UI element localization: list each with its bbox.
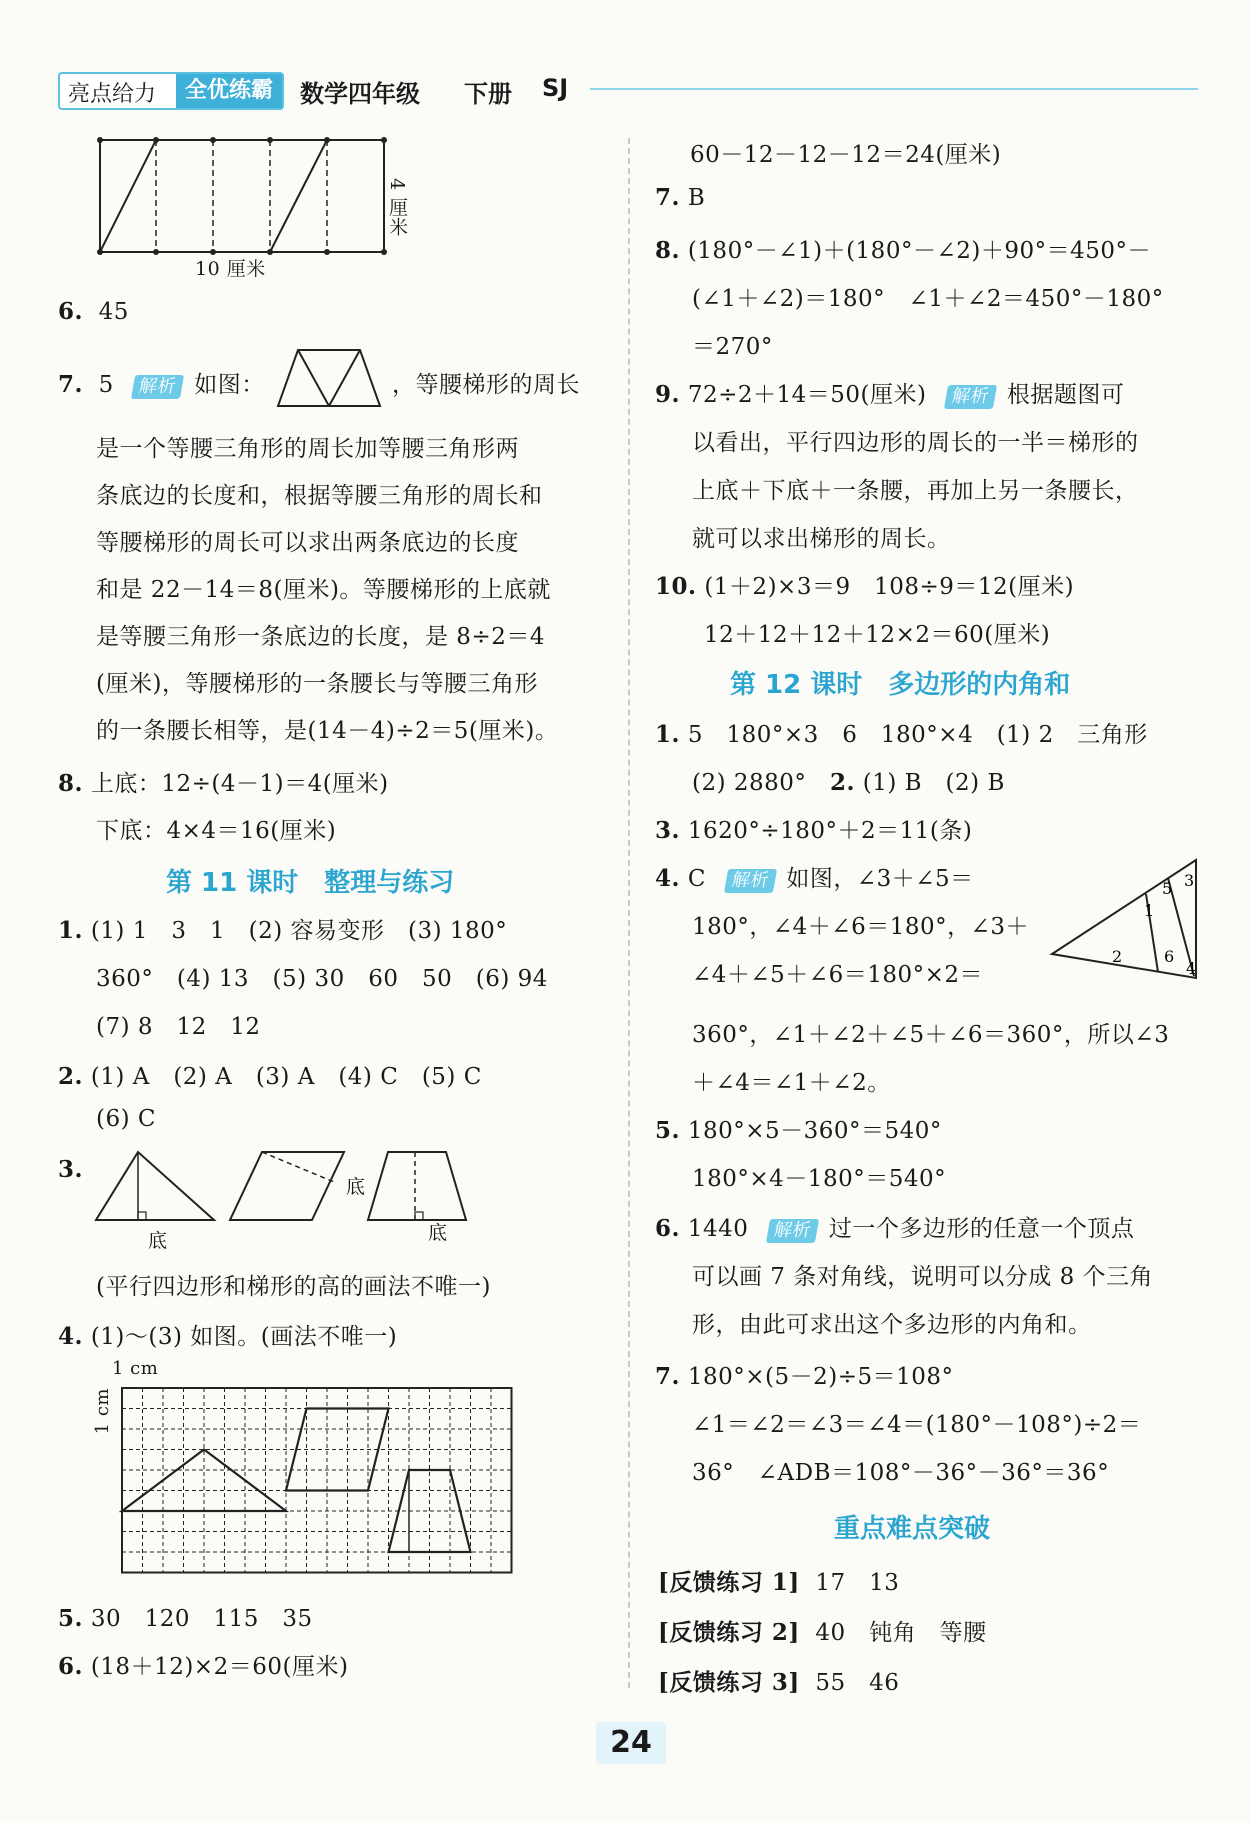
s-item-7: 7. 180°×(5－2)÷5＝108°: [655, 1363, 954, 1390]
angle-label: 5: [1162, 879, 1173, 898]
feedback-2: [反馈练习 2] 40 钝角 等腰: [658, 1619, 987, 1646]
text-line: 是一个等腰三角形的周长加等腰三角形两: [96, 436, 519, 462]
text-line: ＝270°: [692, 334, 773, 360]
text-line: (∠1＋∠2)＝180° ∠1＋∠2＝450°－180°: [692, 286, 1164, 312]
r-item-7: 7. B: [655, 184, 706, 211]
angle-label: 2: [1112, 947, 1123, 966]
text-line: 360° (4) 13 (5) 30 60 50 (6) 94: [96, 966, 548, 992]
section-title-13: 重点难点突破: [834, 1514, 991, 1544]
r-item-8: 8. (180°－∠1)＋(180°－∠2)＋90°＝450°－: [655, 237, 1151, 264]
text-line: 60－12－12－12＝24(厘米): [690, 142, 1002, 168]
analysis-tag: 解析: [766, 1219, 819, 1243]
width-label: 10 厘米: [195, 258, 266, 280]
base-label: 底: [428, 1222, 448, 1244]
section-title-12: 第 12 课时 多边形的内角和: [730, 670, 1071, 700]
text-line: ∠4＋∠5＋∠6＝180°×2＝: [692, 962, 984, 988]
volume: 下册: [464, 80, 512, 108]
text-line: 和是 22－14＝8(厘米)。等腰梯形的上底就: [96, 577, 551, 603]
item-6: 6. 45: [58, 298, 129, 325]
text-line: 是等腰三角形一条底边的长度，是 8÷2＝4: [96, 624, 545, 650]
r-item-9: 9. 72÷2＋14＝50(厘米) 解析 根据题图可: [655, 381, 1125, 408]
brand-left: 亮点给力: [68, 82, 157, 107]
analysis-tag: 解析: [944, 385, 997, 409]
angle-figure: [1046, 854, 1202, 984]
angle-label: 4: [1186, 959, 1197, 978]
page-number: 24: [596, 1722, 666, 1764]
q6: 6. (18＋12)×2＝60(厘米): [58, 1653, 349, 1680]
item-7-text: ，等腰梯形的周长: [392, 372, 580, 398]
text-line: (厘米)，等腰梯形的一条腰长与等腰三角形: [96, 671, 538, 697]
text-line: 条底边的长度和，根据等腰三角形的周长和: [96, 483, 543, 509]
q4: 4. (1)～(3) 如图。(画法不唯一): [58, 1323, 398, 1350]
text-line: ∠1＝∠2＝∠3＝∠4＝(180°－108°)÷2＝: [692, 1412, 1142, 1438]
subject: 数学四年级: [300, 80, 420, 108]
s-item-1: 1. 5 180°×3 6 180°×4 (1) 2 三角形: [655, 721, 1148, 748]
unit-label-v: 1 cm: [92, 1388, 113, 1435]
base-label: 底: [148, 1230, 168, 1252]
brand-badge: [58, 72, 284, 110]
angle-label: 6: [1164, 947, 1175, 966]
column-divider: [628, 138, 630, 1688]
s-item-3: 3. 1620°÷180°＋2＝11(条): [655, 817, 973, 844]
text-line: 360°，∠1＋∠2＋∠5＋∠6＝360°，所以∠3: [692, 1022, 1170, 1048]
q3: 3.: [58, 1156, 84, 1183]
q5: 5. 30 120 115 35: [58, 1605, 313, 1632]
text-line: 就可以求出梯形的周长。: [692, 526, 951, 552]
s-item-5: 5. 180°×5－360°＝540°: [655, 1117, 942, 1144]
text-line: 形，由此可求出这个多边形的内角和。: [692, 1312, 1092, 1338]
brand-right: 全优练霸: [176, 74, 282, 108]
text-line: ＋∠4＝∠1＋∠2。: [692, 1070, 891, 1096]
text-line: (7) 8 12 12: [96, 1014, 261, 1040]
text-line: 36° ∠ADB＝108°－36°－36°＝36°: [692, 1460, 1110, 1486]
r-item-10: 10. (1＋2)×3＝9 108÷9＝12(厘米): [655, 573, 1075, 600]
text-line: 以看出，平行四边形的周长的一半＝梯形的: [692, 430, 1139, 456]
q2: 2. (1) A (2) A (3) A (4) C (5) C: [58, 1063, 482, 1090]
grid-figure: [118, 1384, 528, 1578]
edition: SJ: [542, 74, 569, 102]
text-line: (平行四边形和梯形的高的画法不唯一): [96, 1274, 491, 1300]
item-7: 7. 5 解析 如图：: [58, 371, 265, 398]
feedback-3: [反馈练习 3] 55 46: [658, 1669, 900, 1696]
analysis-tag: 解析: [131, 375, 184, 399]
s-item-4: 4. C 解析 如图，∠3＋∠5＝: [655, 865, 974, 892]
analysis-tag: 解析: [723, 869, 776, 893]
text-line: 下底：4×4＝16(厘米): [96, 818, 337, 844]
text-line: 可以画 7 条对角线，说明可以分成 8 个三角: [692, 1264, 1154, 1290]
text-line: 180°，∠4＋∠6＝180°，∠3＋: [692, 914, 1030, 940]
angle-label: 3: [1184, 871, 1195, 890]
trapezoid-triangles-figure: [274, 346, 384, 410]
text-line: 180°×4－180°＝540°: [692, 1166, 947, 1192]
q1: 1. (1) 1 3 1 (2) 容易变形 (3) 180°: [58, 917, 508, 944]
text-line: (6) C: [96, 1106, 156, 1132]
feedback-1: [反馈练习 1] 17 13: [658, 1569, 900, 1596]
unit-label-h: 1 cm: [112, 1358, 159, 1379]
text-line: 等腰梯形的周长可以求出两条底边的长度: [96, 530, 519, 556]
angle-label: 1: [1144, 901, 1155, 920]
text-line: 上底＋下底＋一条腰，再加上另一条腰长，: [692, 478, 1139, 504]
item-8: 8. 上底：12÷(4－1)＝4(厘米): [58, 770, 389, 797]
text-line: 12＋12＋12＋12×2＝60(厘米): [704, 622, 1051, 648]
section-title-11: 第 11 课时 整理与练习: [166, 868, 455, 898]
base-label: 底: [346, 1176, 366, 1198]
header-rule: [590, 88, 1198, 90]
s-item-1b: (2) 2880° 2. (1) B (2) B: [692, 769, 1005, 796]
height-label: 4 厘米: [386, 178, 408, 237]
text-line: 的一条腰长相等，是(14－4)÷2＝5(厘米)。: [96, 718, 559, 744]
s-item-6: 6. 1440 解析 过一个多边形的任意一个顶点: [655, 1215, 1135, 1242]
